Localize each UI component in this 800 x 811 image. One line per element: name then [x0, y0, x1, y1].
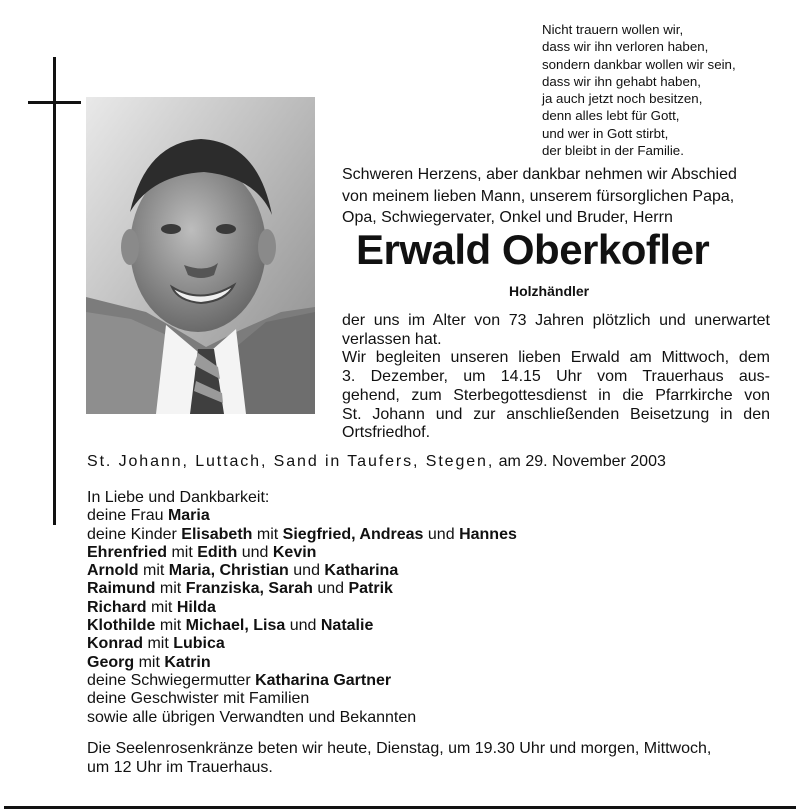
poem-line: Nicht trauern wollen wir,: [542, 22, 684, 37]
connector-text: und: [289, 617, 317, 635]
announcement-text: [342, 312, 770, 443]
poem-line: sondern dankbar wollen wir sein,: [542, 56, 736, 72]
mourner-relatives: sowie alle übrigen Verwandten und Bekannten: [87, 708, 417, 726]
connector-text: und: [241, 543, 269, 561]
mourner-name: Maria: [167, 507, 210, 525]
poem-line: und wer in Gott stirbt,: [542, 125, 669, 141]
poem-line: denn alles lebt für Gott,: [542, 108, 680, 124]
cross-icon: [53, 57, 56, 525]
connector-text: und: [427, 525, 455, 543]
mourner-child-line: [87, 635, 517, 653]
notice-date: am 29. November 2003: [498, 453, 666, 470]
connector-text: mit: [151, 598, 173, 616]
mourner-name: Richard: [87, 598, 147, 616]
mourner-name: Siegfried, Andreas: [282, 525, 424, 543]
deceased-profession: Holzhändler: [509, 283, 590, 299]
mourner-wife: [87, 507, 517, 525]
mourner-name: Arnold: [87, 562, 139, 580]
intro-text: [342, 164, 737, 229]
mourner-siblings: deine Geschwister mit Familien: [87, 690, 310, 708]
body-line: Wir begleiten unseren lieben Erwald am Mittwoch, dem: [342, 349, 770, 367]
body-line: 3. Dezember, um 14.15 Uhr vom Trauerhaus aus-: [342, 368, 770, 386]
body-line: St. Johann und zur anschließenden Beisetzung in den: [342, 405, 770, 423]
mourner-name: Kevin: [272, 543, 317, 561]
bottom-border: [4, 806, 796, 809]
poem-line: dass wir ihn verloren haben,: [542, 39, 709, 55]
connector-text: mit: [143, 562, 165, 580]
mourner-name: Maria, Christian: [168, 562, 289, 580]
poem-line: ja auch jetzt noch besitzen,: [542, 91, 703, 107]
mourner-name: Katharina Gartner: [255, 671, 392, 689]
mourner-name: Katrin: [164, 653, 211, 671]
mourner-name: Konrad: [87, 635, 143, 653]
connector-text: mit: [256, 525, 279, 543]
closing-line: um 12 Uhr im Trauerhaus.: [87, 759, 273, 776]
body-line: der uns im Alter von 73 Jahren plötzlich und unerwartet: [342, 312, 770, 329]
place-names: St. Johann, Luttach, Sand in Taufers, Stegen,: [87, 453, 495, 470]
relation-label: deine Kinder: [87, 525, 177, 543]
connector-text: mit: [171, 543, 193, 561]
place-date-line: [87, 453, 666, 471]
mourner-name: Klothilde: [87, 617, 156, 635]
mourner-child-line: [87, 599, 517, 617]
mourner-name: Elisabeth: [181, 525, 253, 543]
mourners-list: [87, 489, 517, 727]
mourner-child-line: [87, 617, 517, 635]
closing-line: Die Seelenrosenkränze beten wir heute, Dienstag, um 19.30 Uhr und morgen, Mittwoch,: [87, 740, 712, 757]
mourner-child-line: [87, 580, 517, 598]
mourner-mother-in-law: [87, 672, 517, 690]
intro-line: Schweren Herzens, aber dankbar nehmen wir Abschied: [342, 166, 737, 183]
connector-text: mit: [159, 617, 182, 635]
relation-label: deine Schwiegermutter: [87, 671, 251, 689]
body-line: gehend, zum Sterbegottesdienst in die Pfarrkirche von: [342, 386, 770, 404]
cross-bar: [28, 101, 81, 104]
mourner-name: Franziska, Sarah: [185, 580, 313, 598]
connector-text: mit: [159, 580, 182, 598]
deceased-name: Erwald Oberkofler: [356, 226, 710, 273]
intro-line: Opa, Schwiegervater, Onkel und Bruder, Herrn: [342, 209, 673, 226]
mourner-name: Ehrenfried: [87, 543, 168, 561]
mourner-name: Natalie: [320, 617, 374, 635]
mourner-name: Edith: [197, 543, 238, 561]
mourner-child-line: [87, 562, 517, 580]
mourner-name: Hannes: [459, 525, 517, 543]
rosary-notice: [87, 739, 711, 777]
connector-text: und: [317, 580, 345, 598]
connector-text: mit: [138, 653, 160, 671]
mourner-name: Lubica: [173, 635, 225, 653]
body-line: verlassen hat.: [342, 330, 442, 348]
poem: [542, 21, 736, 159]
intro-line: von meinem lieben Mann, unserem fürsorglichen Papa,: [342, 187, 735, 205]
mourner-children: [87, 526, 517, 544]
relation-label: deine Frau: [87, 507, 164, 525]
mourner-name: Patrik: [348, 580, 393, 598]
mourner-name: Hilda: [176, 598, 216, 616]
poem-line: dass wir ihn gehabt haben,: [542, 73, 701, 89]
mourner-name: Katharina: [324, 562, 399, 580]
mourners-intro: In Liebe und Dankbarkeit:: [87, 489, 270, 506]
portrait-photo: [86, 97, 315, 414]
body-line: Ortsfriedhof.: [342, 424, 431, 442]
connector-text: mit: [147, 635, 169, 653]
mourner-name: Raimund: [87, 580, 156, 598]
mourner-name: Michael, Lisa: [185, 617, 286, 635]
mourner-child-line: [87, 654, 517, 672]
mourner-child-line: [87, 544, 517, 562]
poem-line: der bleibt in der Familie.: [542, 143, 684, 159]
connector-text: und: [293, 562, 320, 580]
mourner-name: Georg: [87, 653, 135, 671]
